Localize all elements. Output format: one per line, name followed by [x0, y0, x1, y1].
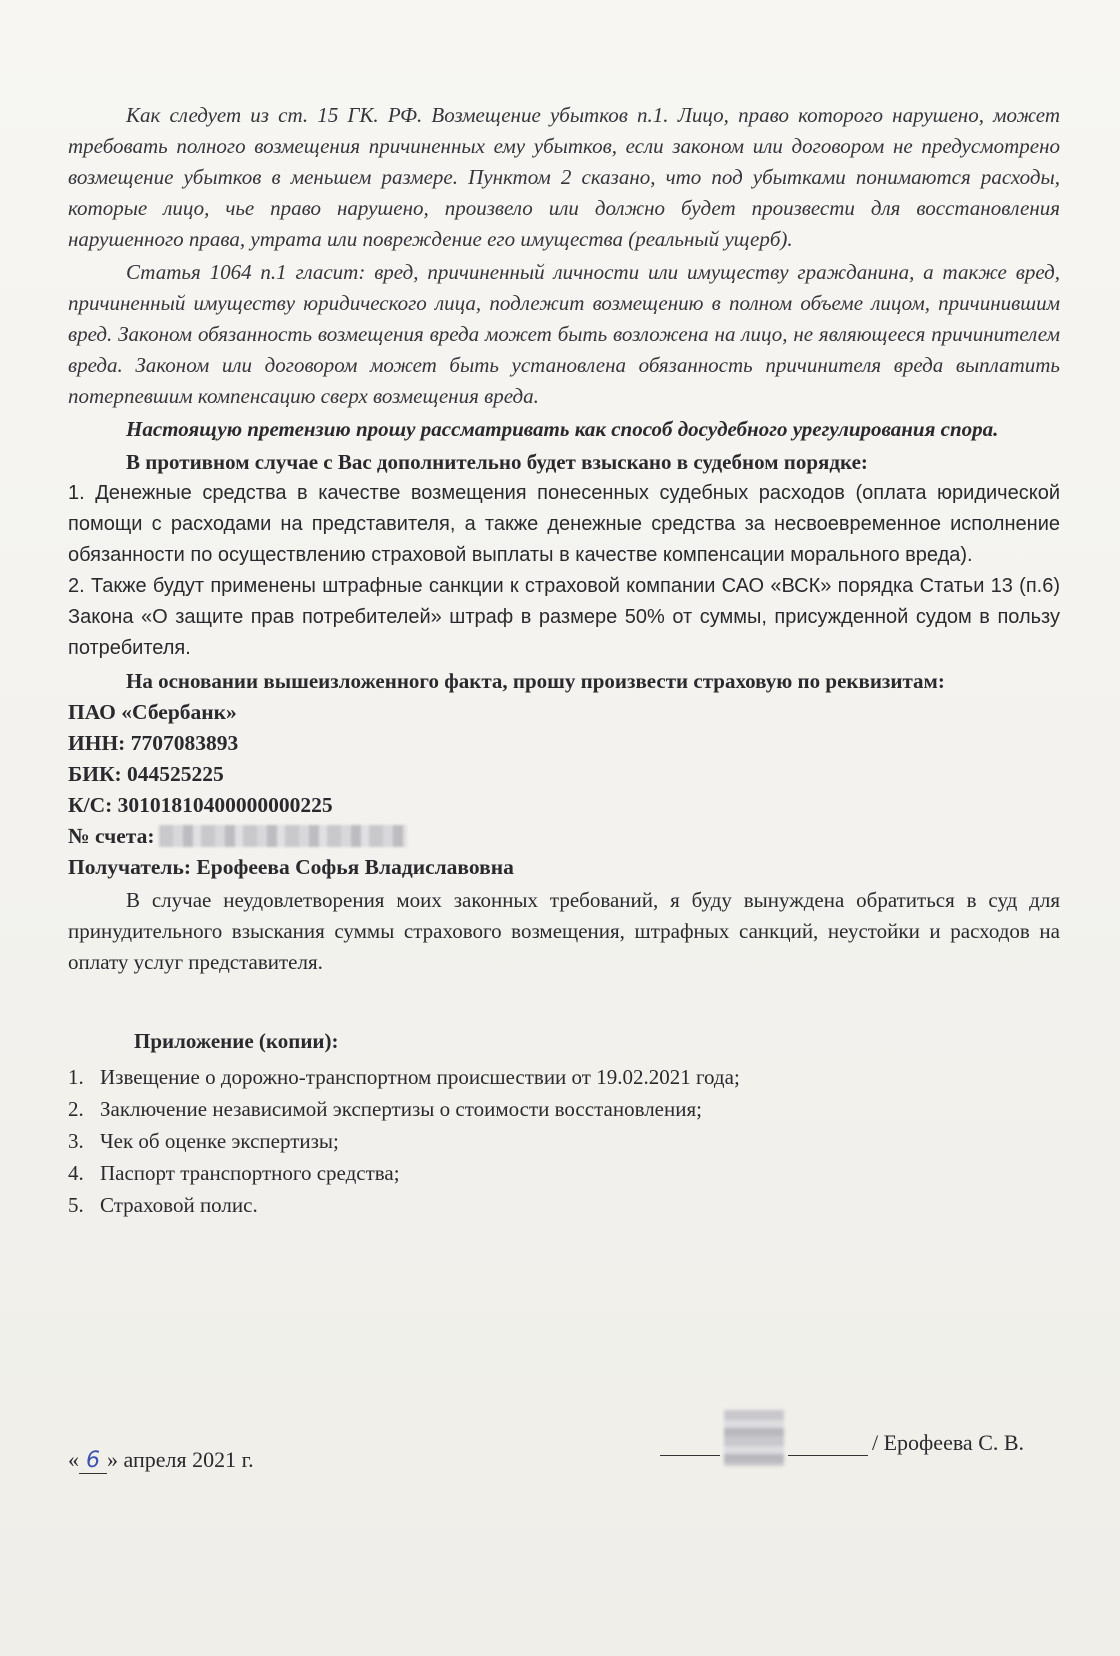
signature-line — [788, 1433, 868, 1456]
signature-block — [660, 1410, 1060, 1456]
requisite-bank: ПАО «Сбербанк» — [68, 700, 237, 724]
signature-line — [660, 1433, 720, 1456]
court-item-2: 2. Также будут применены штрафные санкции к страховой компании САО «ВСК» порядка Статьи 13 (п.6) Закона «О защите прав потребителей» штраф в размере 50% от суммы, присужденной судом в пользу потребителя. — [68, 575, 1060, 659]
date-open-quote: « — [68, 1447, 79, 1472]
list-item: 1. Извещение о дорожно-транспортном происшествии от 19.02.2021 года; — [68, 1065, 740, 1089]
date-day-handwritten: 6 — [79, 1448, 107, 1474]
attachments-list — [68, 1061, 1060, 1221]
requisite-ks: К/С: 30101810400000000225 — [68, 793, 333, 817]
requisite-recipient: Получатель: Ерофеева Софья Владиславовна — [68, 855, 514, 879]
redacted-account-number — [159, 825, 407, 847]
requisite-account — [68, 821, 1060, 852]
attachments-title: Приложение (копии): — [134, 1029, 339, 1053]
document-date — [68, 1447, 254, 1474]
list-item: 4. Паспорт транспортного средства; — [68, 1161, 400, 1185]
list-item: 3. Чек об оценке экспертизы; — [68, 1129, 339, 1153]
paragraph-closing: В случае неудовлетворения моих законных требований, я буду вынуждена обратиться в суд для принудительного взыскания суммы страхового возмещения, штрафных санкций, неустойки и расходов на оплату услуг представителя. — [68, 888, 1060, 974]
paragraph-article-1064: Статья 1064 п.1 гласит: вред, причиненный личности или имуществу гражданина, а также вред, причиненный имуществу юридического лица, подлежит возмещению в полном объеме лицом, причинившим вред. Законом обязанность возмещения вреда может быть возложена на лицо, не являющееся причинителем вреда. Законом или договором может быть установлена обязанность причинителя вреда выплатить потерпевшим компенсацию сверх возмещения вреда. — [68, 260, 1060, 408]
requisite-bik: БИК: 044525225 — [68, 762, 224, 786]
paragraph-pretrial-claim: Настоящую претензию прошу рассматривать как способ досудебного урегулирования спора. — [126, 417, 999, 441]
list-item: 5. Страховой полис. — [68, 1193, 258, 1217]
redacted-signature — [724, 1410, 784, 1466]
paragraph-court-warning: В противном случае с Вас дополнительно будет взыскано в судебном порядке: — [126, 450, 868, 474]
requisite-inn: ИНН: 7707083893 — [68, 731, 239, 755]
paragraph-requisites-intro: На основании вышеизложенного факта, прошу произвести страховую по реквизитам: — [126, 669, 945, 693]
account-label: № счета: — [68, 824, 155, 848]
list-item: 2. Заключение независимой экспертизы о стоимости восстановления; — [68, 1097, 702, 1121]
signature-name: / Ерофеева С. В. — [872, 1430, 1025, 1455]
document-body — [68, 100, 1060, 1221]
date-month-year: » апреля 2021 г. — [107, 1447, 254, 1472]
paragraph-article-15: Как следует из ст. 15 ГК. РФ. Возмещение убытков п.1. Лицо, право которого нарушено, может требовать полного возмещения причиненных ему убытков, если законом или договором не предусмотрено возмещение убытков в меньшем размере. Пунктом 2 сказано, что под убытками понимаются расходы, которые лицо, чье право нарушено, произвело или должно будет произвести для восстановления нарушенного права, утрата или повреждение его имущества (реальный ущерб). — [68, 103, 1060, 251]
court-item-1: 1. Денежные средства в качестве возмещения понесенных судебных расходов (оплата юридической помощи с расходами на представителя, а также денежные средства за несвоевременное исполнение обязанности по осуществлению страховой выплаты в качестве компенсации морального вреда). — [68, 482, 1060, 566]
